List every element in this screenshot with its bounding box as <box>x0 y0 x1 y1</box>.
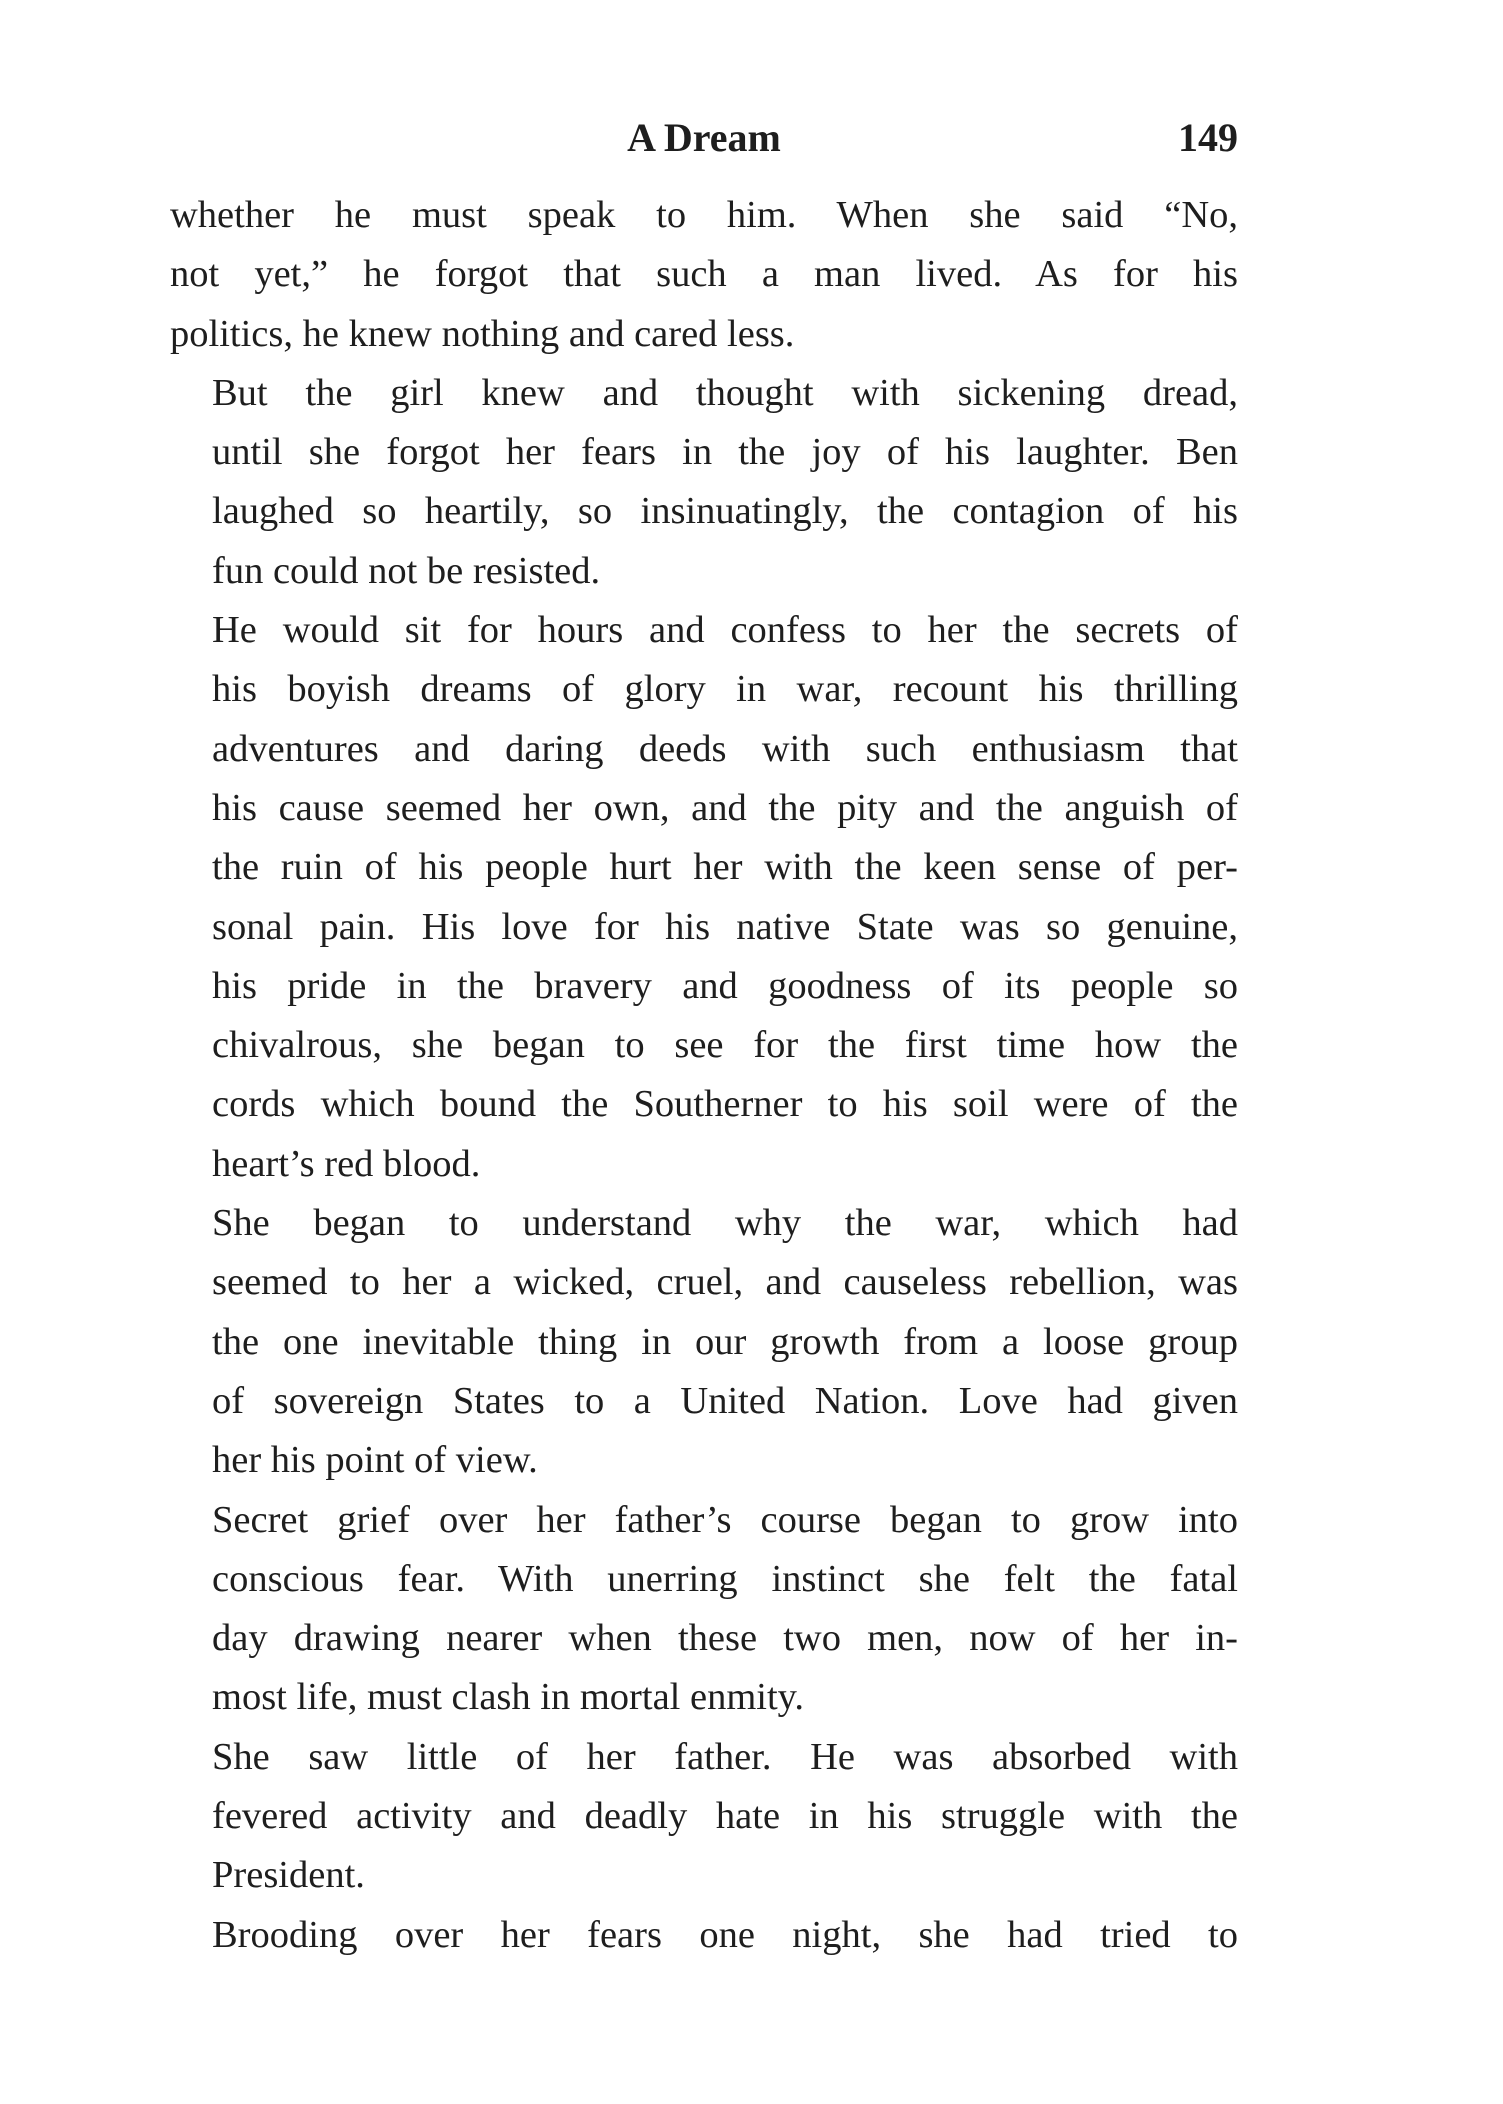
text-line: seemed to her a wicked, cruel, and causeless rebellion, was <box>212 1261 1238 1304</box>
paragraph <box>170 1194 1238 1490</box>
text-line: not yet,” he forgot that such a man lived. As for his <box>170 253 1238 296</box>
text-line: whether he must speak to him. When she said “No, <box>170 194 1238 236</box>
text-line: fevered activity and deadly hate in his struggle with the <box>212 1795 1238 1838</box>
text-line: politics, he knew nothing and cared less. <box>170 312 795 355</box>
text-line: her his point of view. <box>212 1439 538 1482</box>
text-line: adventures and daring deeds with such enthusiasm that <box>212 727 1238 770</box>
body-text <box>170 186 1238 1965</box>
text-line: his pride in the bravery and goodness of its people so <box>212 964 1238 1007</box>
page-header <box>170 108 1238 168</box>
paragraph <box>170 1728 1238 1906</box>
text-line: She began to understand why the war, which had <box>212 1202 1238 1245</box>
paragraph <box>170 1906 1238 1965</box>
text-line: the one inevitable thing in our growth from a loose group <box>212 1320 1238 1363</box>
paragraph <box>170 601 1238 1194</box>
text-line: of sovereign States to a United Nation. Love had given <box>212 1379 1238 1422</box>
text-line: the ruin of his people hurt her with the keen sense of per- <box>212 846 1238 889</box>
text-line: most life, must clash in mortal enmity. <box>212 1676 805 1719</box>
text-line: his boyish dreams of glory in war, recount his thrilling <box>212 668 1238 711</box>
text-line: chivalrous, she began to see for the first time how the <box>212 1024 1238 1067</box>
paragraph <box>170 1491 1238 1728</box>
text-line: sonal pain. His love for his native State was so genuine, <box>212 905 1238 948</box>
text-line: But the girl knew and thought with sickening dread, <box>212 371 1238 414</box>
text-line: fun could not be resisted. <box>212 549 601 592</box>
running-title: A Dream <box>627 115 781 160</box>
page-number: 149 <box>1178 115 1238 160</box>
paragraph <box>170 364 1238 601</box>
paragraph <box>170 186 1238 364</box>
text-line: his cause seemed her own, and the pity and the anguish of <box>212 786 1238 829</box>
text-line: Secret grief over her father’s course began to grow into <box>212 1498 1238 1541</box>
text-line: Brooding over her fears one night, she had tried to <box>212 1913 1238 1956</box>
text-line: laughed so heartily, so insinuatingly, the contagion of his <box>212 490 1238 533</box>
text-line: She saw little of her father. He was absorbed with <box>212 1735 1238 1778</box>
text-line: He would sit for hours and confess to her the secrets of <box>212 609 1238 652</box>
text-line: cords which bound the Southerner to his soil were of the <box>212 1083 1238 1126</box>
text-line: President. <box>212 1854 365 1897</box>
text-line: conscious fear. With unerring instinct she felt the fatal <box>212 1557 1238 1600</box>
text-line: heart’s red blood. <box>212 1142 481 1185</box>
text-line: until she forgot her fears in the joy of his laughter. Ben <box>212 431 1238 474</box>
text-line: day drawing nearer when these two men, now of her in- <box>212 1617 1238 1660</box>
